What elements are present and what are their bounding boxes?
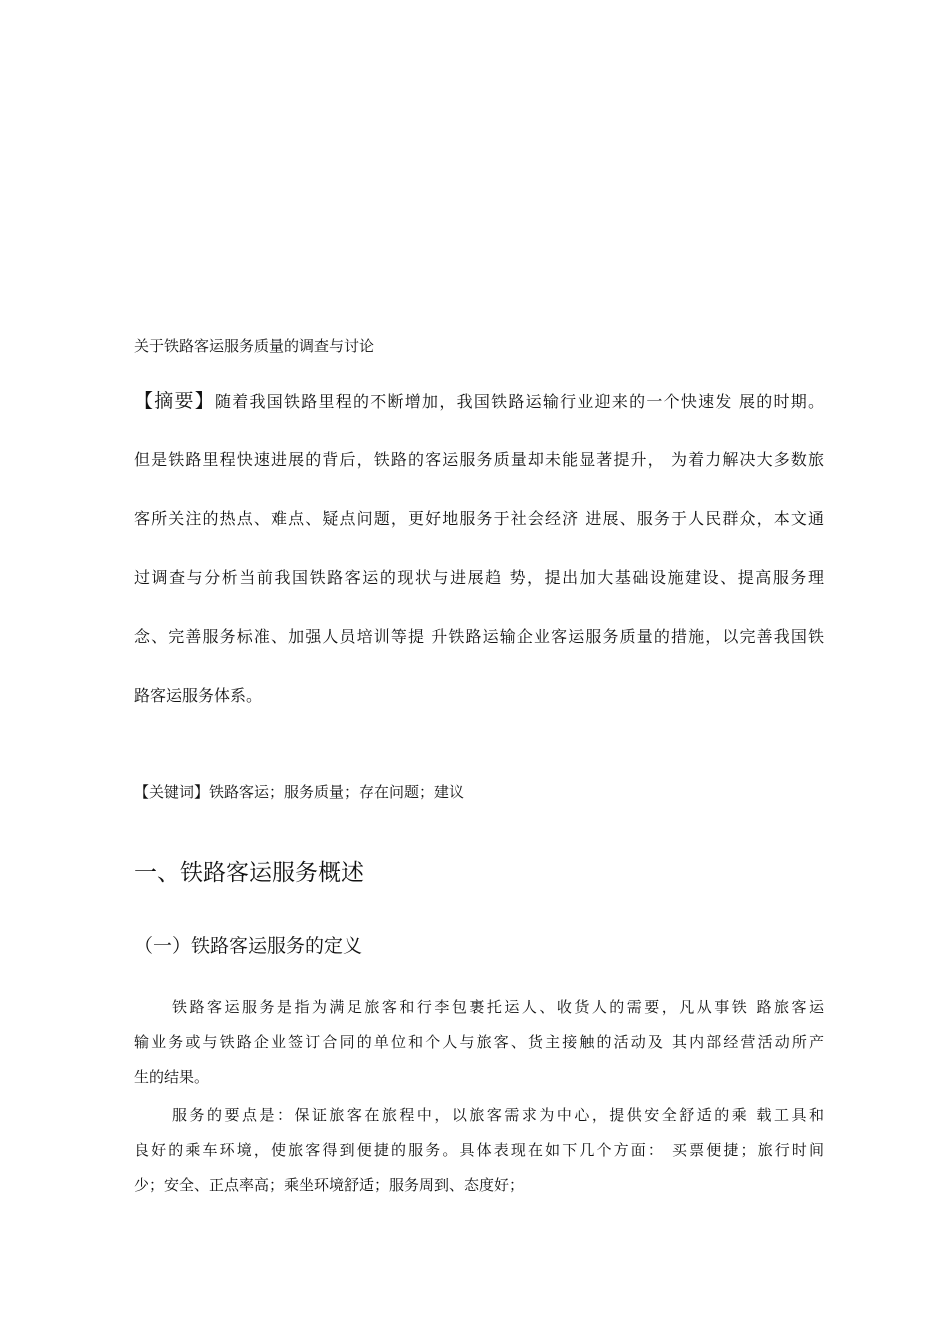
paragraph-line: 良好的乘车环境，使旅客得到便捷的服务。具体表现在如下几个方面： 买票便捷；旅行时间 <box>134 1141 824 1159</box>
abstract-line: 路客运服务体系。 <box>134 686 263 705</box>
document-title: 关于铁路客运服务质量的调查与讨论 <box>134 337 375 355</box>
abstract-line: 但是铁路里程快速进展的背后，铁路的客运服务质量却未能显著提升， 为着力解决大多数旅 <box>134 450 824 469</box>
paragraph-key-points <box>134 1102 824 1207</box>
paragraph-line: 少；安全、正点率高；乘坐环境舒适；服务周到、态度好； <box>134 1176 525 1194</box>
abstract-label: 【摘要】 <box>134 390 216 412</box>
paragraph-line: 服务的要点是：保证旅客在旅程中，以旅客需求为中心，提供安全舒适的乘 载工具和 <box>172 1106 824 1124</box>
paragraph-definition <box>134 994 824 1099</box>
subsection-heading: （一）铁路客运服务的定义 <box>134 935 363 957</box>
abstract-line: 念、完善服务标准、加强人员培训等提 升铁路运输企业客运服务质量的措施，以完善我国铁 <box>134 627 824 646</box>
paragraph-line: 生的结果。 <box>134 1068 210 1086</box>
abstract-line: 客所关注的热点、难点、疑点问题，更好地服务于社会经济 进展、服务于人民群众，本文通 <box>134 509 824 528</box>
abstract-text: 随着我国铁路里程的不断增加，我国铁路运输行业迎来的一个快速发 展的时期。 <box>215 392 824 411</box>
abstract-line <box>134 384 824 443</box>
keywords: 【关键词】铁路客运；服务质量；存在问题；建议 <box>134 783 465 801</box>
section-heading: 一、铁路客运服务概述 <box>134 860 364 886</box>
abstract-block <box>134 384 824 738</box>
paragraph-line: 铁路客运服务是指为满足旅客和行李包裹托运人、收货人的需要，凡从事铁 路旅客运 <box>172 998 824 1016</box>
abstract-line: 过调查与分析当前我国铁路客运的现状与进展趋 势，提出加大基础设施建设、提高服务理 <box>134 568 824 587</box>
paragraph-line: 输业务或与铁路企业签订合同的单位和个人与旅客、货主接触的活动及 其内部经营活动所产 <box>134 1033 824 1051</box>
